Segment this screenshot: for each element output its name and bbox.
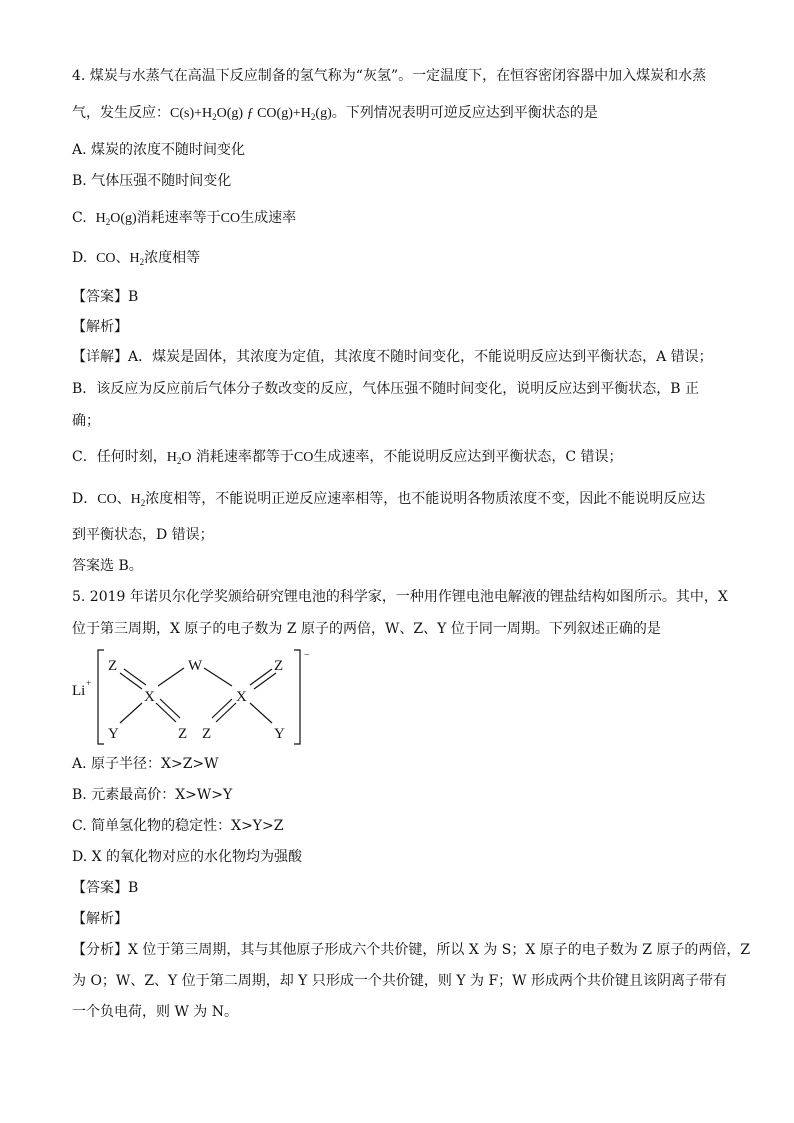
right-bracket: [294, 650, 300, 744]
bond-z1-x1-a: [120, 673, 142, 689]
q4-detail-line-3: 确；: [72, 413, 100, 429]
atom-z2: Z: [274, 658, 284, 674]
q5-stem-line-2: 位于第三周期，X 原子的电子数为 Z 原子的两倍，W、Z、Y 位于同一周期。下列叙述正确的是: [72, 621, 661, 637]
q5-option-d: D. X 的氧化物对应的水化物均为强酸: [72, 849, 303, 865]
q5-stem-line-1: 5. 2019 年诺贝尔化学奖颁给研究锂电池的科学家，一种用作锂电池电解液的锂盐结构如图所示。其中，X: [72, 589, 728, 605]
bond-x1-z3-b: [160, 699, 180, 718]
q4-option-c: C. $H_2O(g)$消耗速率等于CO生成速率: [72, 210, 297, 227]
li-cation-label: Li: [72, 683, 86, 699]
q5-analysis-line-1: 【分析】X 位于第三周期，其与其他原子形成六个共价键，所以 X 为 S；X 原子的电子数为 Z 原子的两倍，Z: [72, 942, 751, 958]
atom-z4: Z: [202, 726, 212, 742]
q4-equation: $C(s)+H_2O(g)$ ƒ $CO(g)+H_2(g)$: [170, 106, 332, 122]
bond-z1-x1-b: [124, 669, 146, 685]
bond-x2-z2-a: [250, 669, 272, 685]
bond-x2-y2: [250, 703, 272, 723]
li-cation-charge: +: [86, 678, 92, 688]
q4-stem-prefix: 气，发生反应：: [72, 105, 170, 121]
atom-z1: Z: [108, 658, 118, 674]
atom-w: W: [188, 658, 203, 674]
atom-z3: Z: [178, 726, 188, 742]
q4-detail-line-7: 答案选 B。: [72, 558, 143, 574]
q5-analysis-line-3: 一个负电荷，则 W 为 N。: [72, 1004, 238, 1020]
bond-x1-y1: [120, 703, 142, 723]
q4-detail-line-5: D．CO、$H_2$浓度相等，不能说明正逆反应速率相等，也不能说明各物质浓度不变，因此不能说明反应达: [72, 491, 706, 508]
bond-x1-w: [158, 668, 184, 686]
atom-x2: X: [236, 689, 247, 705]
q4-option-b: B. 气体压强不随时间变化: [72, 173, 232, 189]
q4-answer: 【答案】B: [72, 289, 139, 305]
q4-analysis-label: 【解析】: [72, 319, 128, 335]
atom-x1: X: [144, 689, 155, 705]
q4-detail-line-6: 到平衡状态，D 错误；: [72, 527, 214, 543]
left-bracket: [98, 650, 104, 744]
q5-analysis-line-2: 为 O；W、Z、Y 位于第二周期，却 Y 只形成一个共价键，则 Y 为 F；W 形成两个共价键且该阴离子带有: [72, 973, 728, 989]
bond-w-x2: [204, 668, 232, 686]
q4-stem-line-2: [72, 104, 598, 126]
bond-x2-z4-a: [212, 699, 232, 718]
anion-charge: −: [304, 650, 310, 661]
q4-option-d: D. CO、$H_2$浓度相等: [72, 250, 201, 267]
q4-detail-line-1: 【详解】A．煤炭是固体，其浓度为定值，其浓度不随时间变化，不能说明反应达到平衡状态，A 错误；: [72, 349, 713, 365]
q4-option-a: A. 煤炭的浓度不随时间变化: [72, 142, 246, 158]
atom-y2: Y: [274, 726, 285, 742]
q5-option-a: A. 原子半径：X>Z>W: [72, 756, 219, 772]
q5-option-b: B. 元素最高价：X>W>Y: [72, 787, 233, 803]
q5-analysis-label: 【解析】: [72, 911, 128, 927]
bond-x2-z2-b: [254, 673, 276, 689]
q4-detail-line-2: B．该反应为反应前后气体分子数改变的反应，气体压强不随时间变化，说明反应达到平衡状态，B 正: [72, 381, 700, 397]
q4-stem-suffix: 。下列情况表明可逆反应达到平衡状态的是: [331, 105, 598, 121]
bond-x1-z3-a: [156, 703, 176, 722]
q5-option-c: C. 简单氢化物的稳定性：X>Y>Z: [72, 818, 284, 834]
equilibrium-arrow-glyph: ƒ: [246, 106, 254, 121]
lithium-salt-structure-diagram: [68, 648, 318, 748]
q4-detail-line-4: C．任何时刻，$H_2O$ 消耗速率都等于CO生成速率，不能说明反应达到平衡状态，C 错误；: [72, 449, 623, 466]
q4-stem-line-1: 4. 煤炭与水蒸气在高温下反应制备的氢气称为“灰氢”。一定温度下，在恒容密闭容器中加入煤炭和水蒸: [72, 68, 707, 84]
q5-answer: 【答案】B: [72, 880, 139, 896]
bond-x2-z4-b: [216, 703, 236, 722]
atom-y1: Y: [108, 726, 119, 742]
